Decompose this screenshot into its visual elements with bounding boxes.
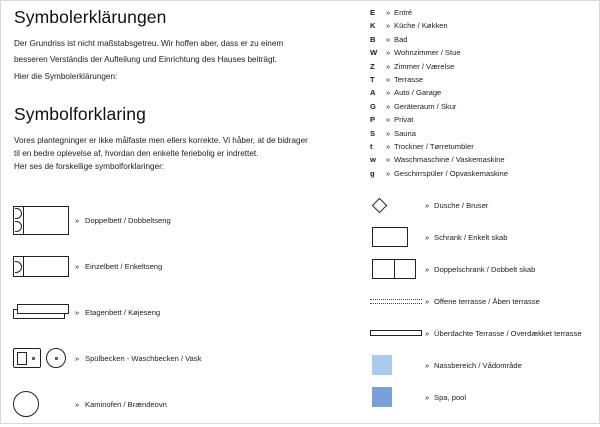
abbreviation-row xyxy=(370,143,590,156)
intro-paragraph-danish-line3: Her ses de forskellige symbolforklaringer: xyxy=(14,162,165,172)
right-symbol-list xyxy=(370,189,595,413)
abbreviation-key: T xyxy=(370,74,375,84)
bunk-bed-icon xyxy=(11,304,75,320)
wet-area-swatch-icon xyxy=(370,355,425,375)
legend-item-cupboard xyxy=(370,221,595,253)
abbreviation-list xyxy=(370,9,590,183)
abbreviation-value: » Privat xyxy=(386,116,413,124)
double-bed-icon xyxy=(11,206,75,235)
legend-label-stove: » Kaminofen / Brændeovn xyxy=(75,400,167,409)
intro-paragraph-danish-line2: til en bedre oplevelse af, hvordan den enkelte feriebolig er indrettet. xyxy=(14,149,259,159)
legend-label-bunk-bed: » Etagenbett / Køjeseng xyxy=(75,308,160,317)
abbreviation-row xyxy=(370,89,590,102)
legend-item-single-bed xyxy=(11,243,351,289)
shower-diamond-icon xyxy=(370,200,425,211)
abbreviation-row xyxy=(370,49,590,62)
abbreviation-key: g xyxy=(370,168,375,178)
abbreviation-key: t xyxy=(370,141,373,151)
sink-icon xyxy=(11,348,75,368)
abbreviation-row xyxy=(370,76,590,89)
abbreviation-value: » Entré xyxy=(386,9,412,17)
open-terrace-icon xyxy=(370,299,425,304)
abbreviation-value: » Geräteraum / Skur xyxy=(386,103,456,111)
abbreviation-value: » Auto / Garage xyxy=(386,89,441,97)
legend-item-spa-pool xyxy=(370,381,595,413)
abbreviation-row xyxy=(370,22,590,35)
abbreviation-value: » Bad xyxy=(386,36,408,44)
abbreviation-value: » Trockner / Tørretumbler xyxy=(386,143,474,151)
legend-item-double-cupboard xyxy=(370,253,595,285)
abbreviation-key: Z xyxy=(370,61,375,71)
abbreviation-key: w xyxy=(370,155,376,165)
abbreviation-key: W xyxy=(370,48,378,58)
legend-label-sink: » Spülbecken - Waschbecken / Vask xyxy=(75,354,202,363)
abbreviation-key: E xyxy=(370,8,376,17)
legend-label-double-bed: » Doppelbett / Dobbeltseng xyxy=(75,216,171,225)
abbreviation-row xyxy=(370,170,590,183)
legend-label-open-terrace: » Offene terrasse / Åben terrasse xyxy=(425,297,540,306)
abbreviation-row xyxy=(370,116,590,129)
intro-paragraph-danish-line1: Vores plantegninger er ikke målfaste men ellers korrekte. Vi håber, at de bidrager xyxy=(14,135,308,145)
legend-label-shower: » Dusche / Bruser xyxy=(425,201,488,210)
legend-item-shower xyxy=(370,189,595,221)
spa-pool-swatch-icon xyxy=(370,387,425,407)
abbreviation-key: B xyxy=(370,34,376,44)
legend-label-spa-pool: » Spa, pool xyxy=(425,393,466,402)
legend-label-covered-terrace: » Überdachte Terrasse / Overdækket terrasse xyxy=(425,329,582,338)
legend-item-sink xyxy=(11,335,351,381)
abbreviation-row xyxy=(370,130,590,143)
abbreviation-value: » Küche / Køkken xyxy=(386,22,448,30)
abbreviation-value: » Terrasse xyxy=(386,76,423,84)
page-title-danish: Symbolforklaring xyxy=(14,103,146,124)
covered-terrace-icon xyxy=(370,330,425,336)
legend-label-double-cupboard: » Doppelschrank / Dobbelt skab xyxy=(425,265,535,274)
abbreviation-value: » Waschmaschine / Vaskemaskine xyxy=(386,156,505,164)
legend-label-single-bed: » Einzelbett / Enkeltseng xyxy=(75,262,162,271)
page-title-german: Symbolerklärungen xyxy=(14,7,167,27)
legend-item-wet-area xyxy=(370,349,595,381)
abbreviation-value: » Geschirrspüler / Opvaskemaskine xyxy=(386,170,508,178)
legend-item-double-bed xyxy=(11,197,351,243)
abbreviation-row xyxy=(370,36,590,49)
abbreviation-value: » Wohnzimmer / Stue xyxy=(386,49,461,57)
abbreviation-key: G xyxy=(370,101,376,111)
wood-stove-icon xyxy=(11,391,75,417)
abbreviation-row xyxy=(370,9,590,22)
intro-paragraph-german-line2: besseren Verständis der Aufteilung und Einrichtung des Hauses beiträgt. xyxy=(14,55,278,65)
intro-text-column xyxy=(14,7,344,174)
abbreviation-key: K xyxy=(370,21,376,31)
legend-item-bunk-bed xyxy=(11,289,351,335)
intro-paragraph-german-line3: Hier die Symbolerklärungen: xyxy=(14,71,118,81)
abbreviation-row xyxy=(370,63,590,76)
cupboard-icon xyxy=(370,227,425,247)
abbreviation-key: P xyxy=(370,115,376,125)
abbreviation-row xyxy=(370,156,590,169)
single-bed-icon xyxy=(11,256,75,277)
left-symbol-list xyxy=(11,197,351,427)
legend-label-wet-area: » Nassbereich / Vådområde xyxy=(425,361,522,370)
legend-item-open-terrace xyxy=(370,285,595,317)
abbreviation-key: A xyxy=(370,88,376,98)
abbreviation-key: S xyxy=(370,128,376,138)
legend-item-stove xyxy=(11,381,351,427)
abbreviation-value: » Sauna xyxy=(386,130,416,138)
abbreviation-value: » Zimmer / Værelse xyxy=(386,63,454,71)
intro-paragraph-german-line1: Der Grundriss ist nicht maßstabsgetreu. Wir hoffen aber, dass er zu einem xyxy=(14,39,284,48)
legend-label-cupboard: » Schrank / Enkelt skab xyxy=(425,233,507,242)
abbreviation-row xyxy=(370,103,590,116)
double-cupboard-icon xyxy=(370,259,425,279)
legend-item-covered-terrace xyxy=(370,317,595,349)
